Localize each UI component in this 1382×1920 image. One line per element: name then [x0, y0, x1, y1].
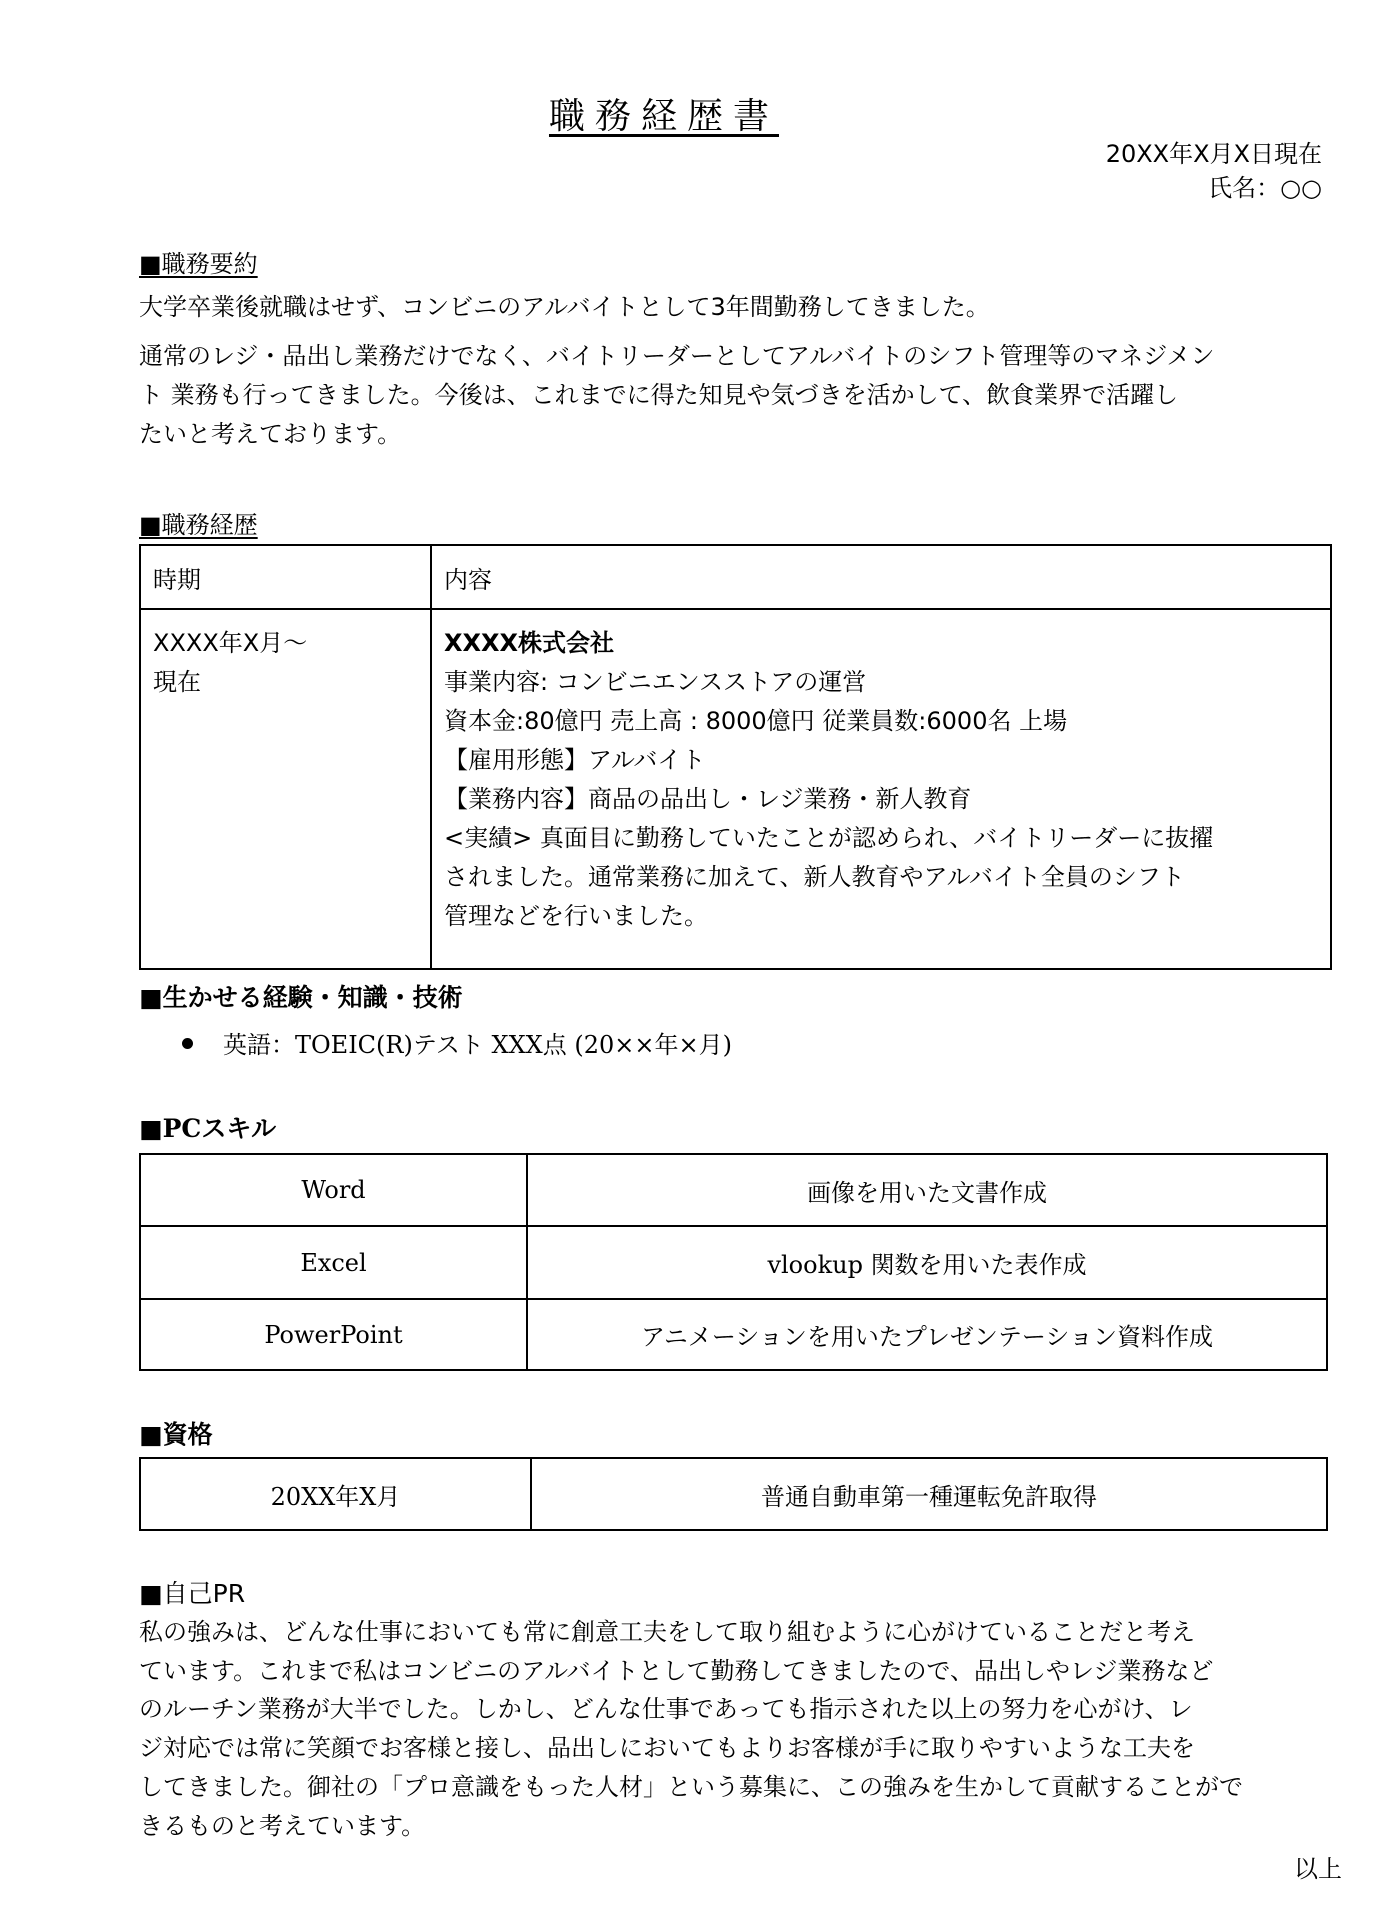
summary-line: 大学卒業後就職はせず、コンビニのアルバイトとして3年間勤務してきました。	[139, 293, 990, 321]
summary-line: 通常のレジ・品出し業務だけでなく、バイトリーダーとしてアルバイトのシフト管理等のマネジメン	[139, 342, 1215, 370]
document-date: 20XX年X月X日現在	[1105, 140, 1322, 168]
career-content	[431, 609, 1331, 969]
closing-mark: 以上	[1294, 1855, 1342, 1883]
summary-line: ト 業務も行ってきました。今後は、これまでに得た知見や気づきを活かして、飲食業界で活躍し	[139, 381, 1179, 409]
experience-item: 英語：TOEIC(R)テスト XXX点 (20××年×月)	[223, 1031, 732, 1059]
achievement-line: 管理などを行いました。	[444, 902, 708, 930]
qualification-date: 20XX年X月	[140, 1458, 531, 1530]
job-duties: 【業務内容】商品の品出し・レジ業務・新人教育	[444, 785, 972, 813]
self-pr-line: してきました。御社の「プロ意識をもった人材」という募集に、この強みを生かして貢献することがで	[139, 1773, 1243, 1801]
career-table	[139, 544, 1332, 970]
career-period	[140, 609, 431, 969]
applicant-name: 氏名：○○	[1208, 174, 1322, 202]
self-pr-line: ジ対応では常に笑顔でお客様と接し、品出しにおいてもよりお客様が手に取りやすいような工夫を	[139, 1734, 1195, 1762]
qualifications-table	[139, 1457, 1328, 1531]
section-heading-pc-skills: ■PCスキル	[139, 1114, 277, 1143]
company-stats: 資本金:80億円 売上高 : 8000億円 従業員数:6000名 上場	[444, 707, 1068, 735]
skill-app: PowerPoint	[140, 1299, 527, 1370]
table-row	[140, 1226, 1327, 1299]
period-start: XXXX年X月～	[153, 629, 308, 657]
section-heading-summary: ■職務要約	[139, 250, 258, 278]
document-title: 職務経歴書	[548, 96, 779, 137]
skill-detail: vlookup 関数を用いた表作成	[527, 1226, 1327, 1299]
skill-detail: 画像を用いた文書作成	[527, 1154, 1327, 1226]
self-pr-line: 私の強みは、どんな仕事においても常に創意工夫をして取り組むように心がけていることだと考え	[139, 1618, 1195, 1646]
bullet-icon	[182, 1038, 193, 1049]
pc-skills-table	[139, 1153, 1328, 1371]
achievement-line: されました。通常業務に加えて、新人教育やアルバイト全員のシフト	[444, 863, 1185, 891]
career-table-header	[140, 545, 1331, 609]
skill-detail: アニメーションを用いたプレゼンテーション資料作成	[527, 1299, 1327, 1370]
skill-app: Word	[140, 1154, 527, 1226]
business-line: 事業内容: コンビニエンスストアの運営	[444, 668, 867, 696]
section-heading-experience: ■生かせる経験・知識・技術	[139, 983, 463, 1012]
qualification-name: 普通自動車第一種運転免許取得	[531, 1458, 1327, 1530]
period-end: 現在	[153, 668, 201, 696]
column-header-period: 時期	[140, 545, 431, 609]
self-pr-line: ています。これまで私はコンビニのアルバイトとして勤務してきましたので、品出しやレジ業務など	[139, 1657, 1214, 1685]
list-item	[182, 1025, 732, 1060]
summary-line: たいと考えております。	[139, 420, 402, 448]
table-row	[140, 609, 1331, 969]
employment-type: 【雇用形態】アルバイト	[444, 746, 706, 774]
self-pr-line: きるものと考えています。	[139, 1812, 426, 1840]
table-row	[140, 1299, 1327, 1370]
table-row	[140, 1458, 1327, 1530]
table-row	[140, 1154, 1327, 1226]
achievement-line: <実績> 真面目に勤務していたことが認められ、バイトリーダーに抜擢	[444, 824, 1214, 852]
skill-app: Excel	[140, 1226, 527, 1299]
column-header-content: 内容	[431, 545, 1331, 609]
self-pr-line: のルーチン業務が大半でした。しかし、どんな仕事であっても指示された以上の努力を心がけ、レ	[139, 1695, 1193, 1723]
section-heading-qualifications: ■資格	[139, 1420, 213, 1449]
section-heading-career: ■職務経歴	[139, 511, 258, 539]
company-name: XXXX株式会社	[444, 629, 615, 657]
section-heading-self-pr: ■自己PR	[139, 1579, 246, 1608]
